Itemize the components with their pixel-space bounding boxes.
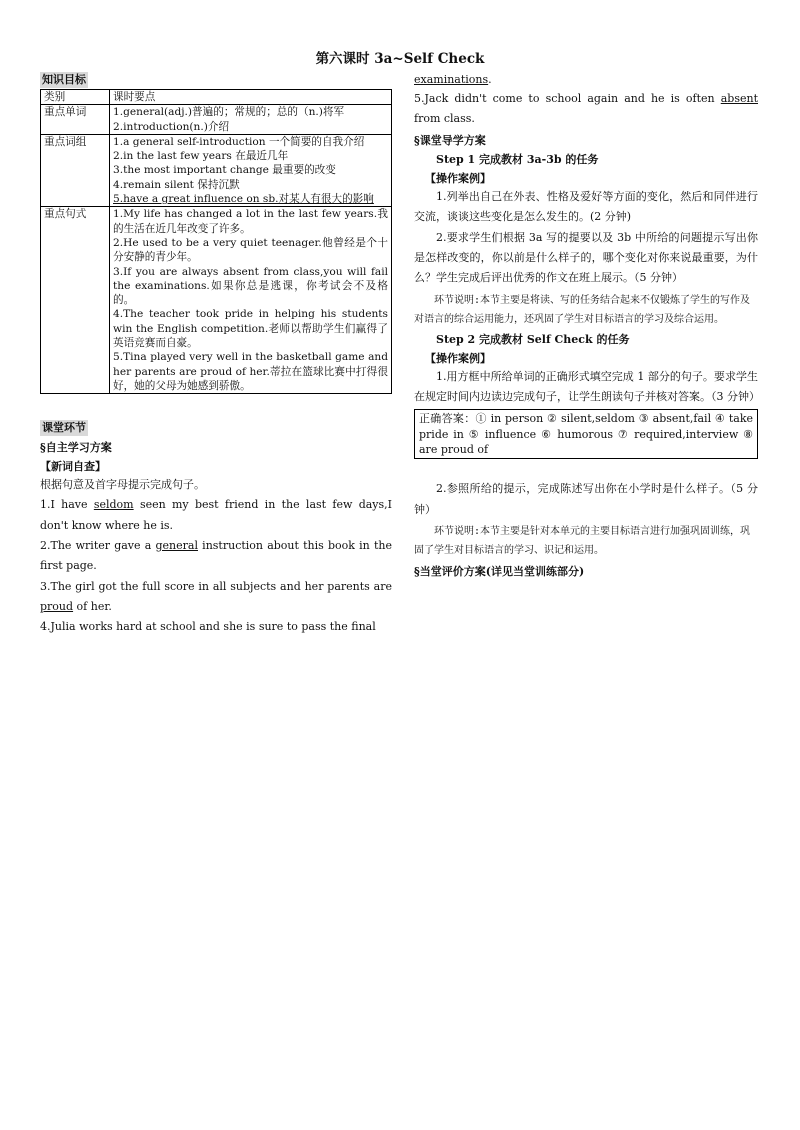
answer-word: absent bbox=[720, 91, 758, 105]
exercise-text: 1.I have bbox=[40, 498, 94, 512]
left-column bbox=[40, 72, 392, 638]
answer-box: 正确答案：① in person ② silent,seldom ③ absent,fail ④ take pride in ⑤ influence ⑥ humorous ⑦ required,interview ⑧ are proud of bbox=[414, 409, 758, 459]
exercise-text: from class. bbox=[414, 111, 475, 125]
point-line: 5.have a great influence on sb.对某人有很大的影响 bbox=[113, 193, 374, 206]
step2-paragraph: 1.用方框中所给单词的正确形式填空完成 1 部分的句子。要求学生在规定时间内边读边完成句子，让学生朗读句子并核对答案。（3 分钟） bbox=[414, 369, 760, 403]
answer-word: examinations bbox=[414, 73, 489, 86]
exercise-item bbox=[40, 577, 392, 618]
row-content bbox=[110, 207, 392, 394]
answer-word: general bbox=[155, 539, 198, 553]
point-line: 4.remain silent 保持沉默 bbox=[113, 178, 240, 191]
step1-paragraph: 2.要求学生们根据 3a 写的提要以及 3b 中所给的问题提示写出你是怎样改变的，你以前是什么样子的，哪个变化对你来说最重要，为什么？学生完成后评出优秀的作文在班上展示。（5 分钟） bbox=[414, 230, 758, 285]
knowledge-table bbox=[40, 89, 392, 394]
evaluation-heading: §当堂评价方案(详见当堂训练部分) bbox=[414, 565, 585, 579]
answer-word: proud bbox=[40, 600, 74, 614]
new-words-heading: 【新词自查】 bbox=[40, 460, 106, 474]
step2-case: 【操作案例】 bbox=[425, 351, 491, 365]
exercise-text: seen my best friend in the last few days,I don't know where he is. bbox=[40, 498, 392, 532]
table-header-row bbox=[41, 89, 392, 104]
step2-paragraph: 2.参照所给的提示，完成陈述写出你在小学时是什么样子。（5 分钟） bbox=[414, 482, 758, 516]
class-heading: 课堂环节 bbox=[42, 421, 86, 435]
point-line: 3.If you are always absent from class,you will fail the examinations.如果你总是逃课，你考试会不及格的。 bbox=[113, 265, 388, 307]
point-line: 1.general(adj.)普遍的；常规的；总的（n.)将军 bbox=[113, 106, 345, 119]
self-study-heading: §自主学习方案 bbox=[40, 441, 112, 455]
exercise-text: 5.Jack didn't come to school again and he is often bbox=[414, 91, 721, 105]
point-line: 5.Tina played very well in the basketball game and her parents are proud of her.蒂拉在篮球比赛中打得很好，她的父母为她感到骄傲。 bbox=[113, 351, 388, 392]
step1-note: 环节说明:本节主要是将读、写的任务结合起来不仅锻炼了学生的写作及对语言的综合运用能力，还巩固了学生对目标语言的学习及综合运用。 bbox=[414, 294, 751, 325]
step1-title: Step 1 完成教材 3a-3b 的任务 bbox=[436, 153, 599, 167]
row-category: 重点词组 bbox=[41, 134, 110, 206]
row-category: 重点单词 bbox=[41, 105, 110, 135]
right-column bbox=[414, 72, 758, 580]
exercise-item bbox=[414, 89, 758, 130]
point-line: 2.He used to be a very quiet teenager.他曾经是个十分安静的青少年。 bbox=[113, 236, 388, 264]
point-line: 1.My life has changed a lot in the last few years.我的生活在近几年改变了许多。 bbox=[113, 208, 388, 235]
exercise-text: 4.Julia works hard at school and she is sure to pass the final bbox=[40, 620, 376, 634]
exercise-item-continued bbox=[414, 72, 758, 89]
exercise-instruction: 根据句意及首字母提示完成句子。 bbox=[40, 477, 205, 491]
point-line: 4.The teacher took pride in helping his students win the English competition.老师以帮助学生们赢得了英语竞赛而自豪。 bbox=[113, 308, 388, 349]
exercise-text: of her. bbox=[73, 600, 112, 614]
row-category: 重点句式 bbox=[41, 207, 110, 394]
header-points: 课时要点 bbox=[110, 89, 392, 104]
point-line: 1.a general self-introduction 一个简要的自我介绍 bbox=[113, 135, 365, 148]
header-category: 类别 bbox=[41, 89, 110, 104]
table-row bbox=[41, 207, 392, 394]
exercise-text: instruction about this book in the first page. bbox=[40, 539, 392, 573]
page-title: 第六课时 3a~Self Check bbox=[315, 51, 485, 67]
point-line: 2.in the last few years 在最近几年 bbox=[113, 150, 289, 163]
exercise-text: . bbox=[488, 73, 492, 86]
exercise-text: 3.The girl got the full score in all subjects and her parents are bbox=[40, 579, 392, 593]
step2-title: Step 2 完成教材 Self Check 的任务 bbox=[436, 332, 630, 346]
step1-paragraph: 1.列举出自己在外表、性格及爱好等方面的变化，然后和同伴进行交流，谈谈这些变化是怎么发生的。(2 分钟) bbox=[414, 190, 758, 224]
exercise-item bbox=[40, 495, 392, 536]
answer-word: seldom bbox=[93, 498, 134, 512]
row-content bbox=[110, 105, 392, 135]
point-line: 3.the most important change 最重要的改变 bbox=[113, 164, 336, 177]
table-row bbox=[41, 105, 392, 135]
table-row bbox=[41, 134, 392, 206]
point-line: 2.introduction(n.)介绍 bbox=[113, 120, 230, 133]
row-content bbox=[110, 134, 392, 206]
step2-note: 环节说明:本节主要是针对本单元的主要目标语言进行加强巩固训练，巩固了学生对目标语言的学习、识记和运用。 bbox=[414, 526, 751, 557]
exercise-item bbox=[40, 536, 392, 577]
knowledge-heading: 知识目标 bbox=[42, 73, 86, 86]
step1-case: 【操作案例】 bbox=[425, 172, 491, 186]
exercise-item bbox=[40, 617, 392, 637]
guide-heading: §课堂导学方案 bbox=[414, 134, 486, 148]
exercise-text: 2.The writer gave a bbox=[40, 539, 156, 553]
